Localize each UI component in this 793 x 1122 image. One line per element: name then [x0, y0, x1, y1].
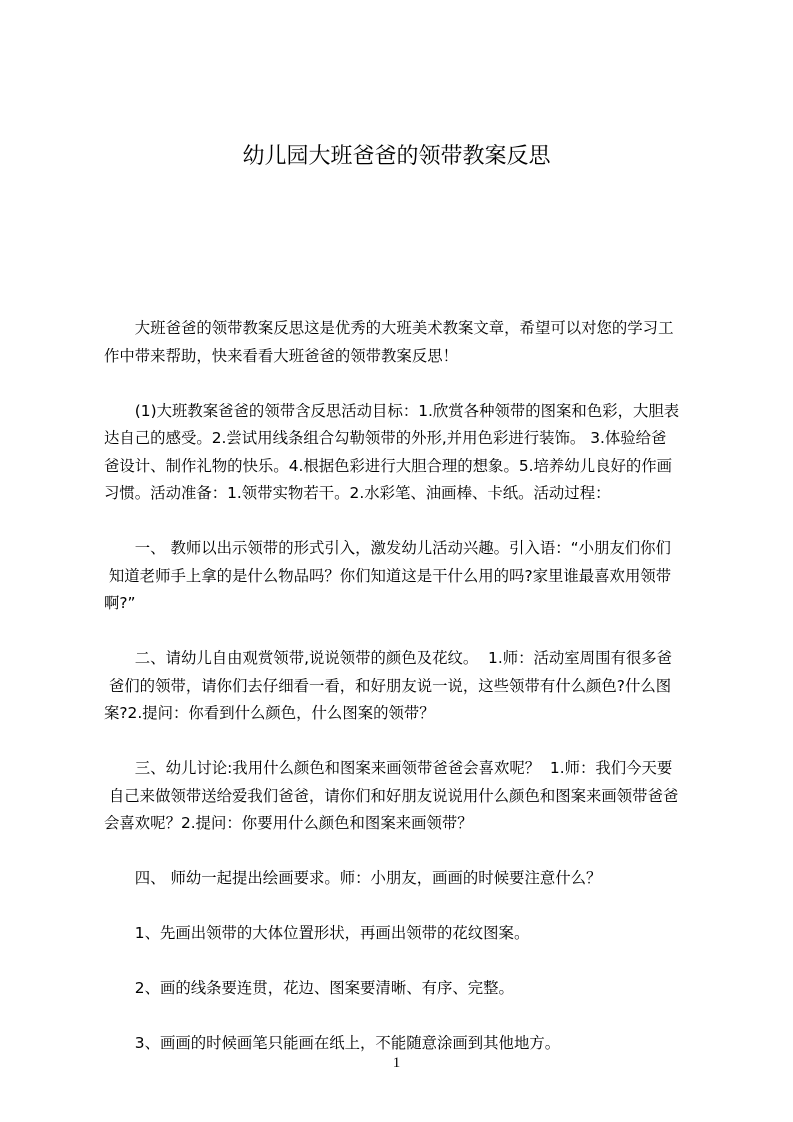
text-line: 二、请幼儿自由观赏领带,说说领带的颜色及花纹。 1.师：活动室周围有很多爸	[104, 649, 673, 667]
text-line: 爸设计、制作礼物的快乐。4.根据色彩进行大胆合理的想象。5.培养幼儿良好的作画	[104, 456, 673, 475]
document-title: 幼儿园大班爸爸的领带教案反思	[242, 144, 551, 169]
text-line: 作中带来帮助，快来看看大班爸爸的领带教案反思！	[104, 346, 458, 365]
text-line: 会喜欢呢？2.提问：你要用什么颜色和图案来画领带？	[104, 814, 473, 832]
text-line: 3、画画的时候画笔只能画在纸上，不能随意涂画到其他地方。	[104, 1034, 561, 1052]
text-line: 啊?”	[104, 594, 136, 612]
paragraph	[104, 920, 704, 948]
text-line: 爸们的领带，请你们去仔细看一看，和好朋友说一说，这些领带有什么颜色?什么图	[104, 676, 672, 695]
paragraph	[104, 315, 704, 370]
paragraph	[104, 755, 704, 838]
document-body	[104, 315, 704, 1085]
text-line: 习惯。活动准备：1.领带实物若干。2.水彩笔、油画棒、卡纸。活动过程：	[104, 484, 611, 502]
text-line: 1、先画出领带的大体位置形状，再画出领带的花纹图案。	[104, 924, 530, 942]
text-line: 大班爸爸的领带教案反思这是优秀的大班美术教案文章，希望可以对您的学习工	[104, 319, 674, 337]
paragraph	[104, 865, 704, 893]
text-line: 知道老师手上拿的是什么物品吗？你们知道这是干什么用的吗?家里谁最喜欢用领带	[104, 566, 672, 585]
text-line: 2、画的线条要连贯，花边、图案要清晰、有序、完整。	[104, 979, 514, 997]
paragraph	[104, 398, 704, 508]
text-line: 三、幼儿讨论:我用什么颜色和图案来画领带爸爸会喜欢呢？ 1.师：我们今天要	[104, 759, 673, 777]
paragraph	[104, 1030, 704, 1058]
page-number: 1	[392, 1055, 401, 1071]
text-line: 自己来做领带送给爱我们爸爸，请你们和好朋友说说用什么颜色和图案来画领带爸爸	[104, 786, 679, 805]
paragraph	[104, 535, 704, 618]
text-line: (1)大班教案爸爸的领带含反思活动目标：1.欣赏各种领带的图案和色彩，大胆表	[104, 401, 680, 420]
text-line: 案?2.提问：你看到什么颜色，什么图案的领带？	[104, 704, 435, 722]
paragraph	[104, 645, 704, 728]
text-line: 达自己的感受。2.尝试用线条组合勾勒领带的外形,并用色彩进行装饰。 3.体验给爸	[104, 429, 667, 447]
text-line: 四、 师幼一起提出绘画要求。师：小朋友，画画的时候要注意什么？	[104, 869, 602, 887]
text-line: 一、 教师以出示领带的形式引入，激发幼儿活动兴趣。引入语：“小朋友们你们	[104, 539, 671, 557]
paragraph	[104, 975, 704, 1003]
